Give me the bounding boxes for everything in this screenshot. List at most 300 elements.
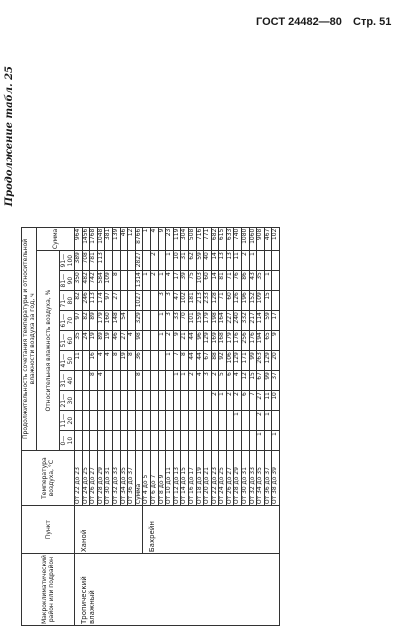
value-cell [82,431,90,451]
value-cell: 8 [112,271,120,291]
value-cell: 19 [90,331,98,351]
value-cell [97,431,105,451]
sum-cell: 1080 [242,227,250,250]
value-cell: 781 [90,251,98,271]
sum-cell: 304 [181,227,189,250]
value-cell: 11 [234,251,242,271]
value-cell [75,431,83,451]
total-value-cell [135,411,143,431]
value-cell: 1 [166,351,174,371]
value-cell [105,411,113,431]
value-cell [204,411,212,431]
value-cell: 168 [219,331,227,351]
value-cell [120,371,128,391]
value-cell [75,411,83,431]
value-cell: 4 [128,331,136,351]
standard-number: ГОСТ 24482—80 [256,16,342,28]
temperature-cell: От 24 до 25 [219,451,227,506]
sum-cell: 1768 [90,227,98,250]
value-cell [105,251,113,271]
header-range-3: 31—40 [60,371,75,391]
value-cell: 13 [219,251,227,271]
value-cell [120,391,128,411]
value-cell [173,411,181,431]
value-cell: 6 [226,371,234,391]
value-cell: 128 [211,291,219,311]
value-cell: 482 [82,271,90,291]
value-cell: 15 [249,371,257,391]
value-cell: 179 [204,311,212,331]
value-cell [196,411,204,431]
value-cell: 2 [234,391,242,411]
value-cell [272,251,280,271]
value-cell [173,431,181,451]
value-cell: 1 [234,411,242,431]
value-cell: 37 [272,371,280,391]
value-cell: 24 [82,331,90,351]
value-cell [150,391,158,411]
table-row [75,227,83,625]
value-cell: 102 [181,291,189,311]
value-cell: 1 [143,271,151,291]
sum-cell: 1456 [82,227,90,250]
value-cell [242,411,250,431]
value-cell [272,411,280,431]
value-cell: 109 [105,271,113,291]
value-cell [226,431,234,451]
temperature-cell: От 4 до 5 [143,451,151,506]
value-cell: 194 [257,331,265,351]
value-cell: 67 [204,351,212,371]
value-cell [150,431,158,451]
value-cell: 171 [242,351,250,371]
table-continuation-label: Продолжение табл. 25 [4,66,15,207]
value-cell: 4 [196,371,204,391]
sum-cell: 46 [120,227,128,250]
value-cell: 213 [196,291,204,311]
value-cell [112,391,120,411]
value-cell [196,431,204,451]
value-cell: 148 [112,311,120,331]
value-cell [158,411,166,431]
total-value-cell: 2827 [135,251,143,271]
value-cell: 1 [219,391,227,411]
value-cell [128,411,136,431]
value-cell: 14 [211,251,219,271]
value-cell: 332 [242,311,250,331]
value-cell [105,371,113,391]
value-cell: 3 [166,311,174,331]
value-cell: 1 [257,431,265,451]
value-cell: 129 [264,351,272,371]
value-cell: 174 [97,291,105,311]
value-cell: 160 [105,311,113,331]
value-cell: 11 [75,351,83,371]
temperature-cell: От 28 до 29 [97,451,105,506]
value-cell [82,411,90,431]
value-cell: 164 [219,311,227,331]
value-cell: 103 [196,271,204,291]
temperature-cell: От 6 до 7 [150,451,158,506]
value-cell: 113 [97,251,105,271]
value-cell [143,391,151,411]
temperature-cell: От 8 до 9 [158,451,166,506]
value-cell: 35 [257,271,265,291]
value-cell [150,411,158,431]
temperature-cell: От 16 до 17 [188,451,196,506]
value-cell: 4 [234,371,242,391]
value-cell [143,291,151,311]
value-cell: 16 [90,351,98,371]
header-range-1: 11—20 [60,411,75,431]
value-cell [143,411,151,431]
value-cell: 2 [188,371,196,391]
value-cell [188,391,196,411]
value-cell: 1 [272,431,280,451]
value-cell: 246 [82,291,90,311]
sum-cell: 381 [105,227,113,250]
sum-cell: 771 [204,227,212,250]
value-cell [181,431,189,451]
value-cell: 10 [173,251,181,271]
value-cell: 2 [150,251,158,271]
point-cell: Ханой [75,506,143,554]
sum-cell: 139 [112,227,120,250]
value-cell: 17 [272,311,280,331]
value-cell [128,391,136,411]
value-cell: 43 [249,271,257,291]
temperature-cell: От 26 до 27 [90,451,98,506]
value-cell: 4 [105,351,113,371]
value-cell: 114 [257,311,265,331]
header-range-5: 51—60 [60,331,75,351]
value-cell [75,371,83,391]
value-cell: 1 [158,271,166,291]
value-cell: 152 [249,291,257,311]
page-header [0,0,409,28]
value-cell: 44 [188,331,196,351]
sum-cell: 1060 [249,227,257,250]
value-cell: 101 [188,311,196,331]
value-cell [173,391,181,411]
header-range-4: 41—50 [60,351,75,371]
value-cell: 1 [181,371,189,391]
temperature-cell: От 10 до 11 [166,451,174,506]
value-cell: 113 [90,291,98,311]
value-cell: 1 [173,371,181,391]
point-cell: Бахрейн [143,506,280,554]
value-cell: 35 [75,331,83,351]
sum-cell: 508 [188,227,196,250]
value-cell [90,411,98,431]
value-cell: 27 [257,391,265,411]
value-cell [120,431,128,451]
header-point: Пункт [22,506,75,554]
total-label: Сумма [135,451,143,506]
header-region: Макроклиматический район или подрайон [22,554,75,626]
temperature-cell: От 36 до 37 [264,451,272,506]
header-range-9: 91—100 [60,251,75,271]
value-cell [105,431,113,451]
value-cell: 13 [226,251,234,271]
value-cell: 59 [196,251,204,271]
value-cell: 5 [219,371,227,391]
value-cell [158,391,166,411]
sum-cell: 9 [158,227,166,250]
value-cell: 40 [204,251,212,271]
value-cell [105,391,113,411]
header-range-7: 71—80 [60,291,75,311]
sum-cell: 23 [166,227,174,250]
value-cell: 179 [226,331,234,351]
value-cell [150,311,158,331]
value-cell: 126 [234,291,242,311]
value-cell [234,431,242,451]
value-cell [150,351,158,371]
value-cell [211,411,219,431]
value-cell: 39 [181,271,189,291]
value-cell: 89 [97,331,105,351]
value-cell: 4 [97,371,105,391]
sum-cell: 633 [226,227,234,250]
value-cell [158,431,166,451]
total-value-cell: 36 [135,351,143,371]
value-cell [112,411,120,431]
header-duration: Продолжительность сочетания температуры и относительной влажности воздуха за год, ч [22,227,37,450]
value-cell: 3 [166,291,174,311]
value-cell [112,251,120,271]
temperature-cell: От 14 до 15 [181,451,189,506]
value-cell: 6 [242,391,250,411]
value-cell [75,391,83,411]
value-cell [143,371,151,391]
value-cell: 3 [204,371,212,391]
value-cell: 350 [75,271,83,291]
value-cell: 129 [234,351,242,371]
value-cell [181,391,189,411]
total-value-cell: 1027 [135,291,143,311]
value-cell: 47 [173,291,181,311]
value-cell: 9 [272,331,280,351]
temperature-cell: От 34 до 35 [120,451,128,506]
value-cell [143,351,151,371]
value-cell: 99 [264,371,272,391]
value-cell [143,311,151,331]
value-cell: 1 [158,331,166,351]
temperature-cell: От 22 до 23 [75,451,83,506]
value-cell: 81 [219,271,227,291]
header-sum: Сумма [37,227,75,250]
value-cell: 8 [128,351,136,371]
value-cell: 97 [75,311,83,331]
header-range-0: 0—10 [60,431,75,451]
temperature-cell: От 18 до 19 [196,451,204,506]
value-cell: 8 [90,371,98,391]
value-cell: 176 [249,331,257,351]
value-cell: 10 [272,391,280,411]
total-value-cell: 98 [135,331,143,351]
value-cell [150,371,158,391]
sum-cell: 964 [75,227,83,250]
value-cell [166,391,174,411]
value-cell [211,431,219,451]
value-cell: 70 [181,311,189,331]
sum-cell: 615 [219,227,227,250]
value-cell: 129 [204,331,212,351]
value-cell: 7 [173,351,181,371]
value-cell: 17 [173,271,181,291]
value-cell: 88 [211,351,219,371]
value-cell [150,331,158,351]
value-cell: 71 [219,291,227,311]
value-cell: 584 [97,271,105,291]
total-value-cell: 1314 [135,271,143,291]
value-cell: 159 [196,311,204,331]
value-cell: 82 [75,291,83,311]
value-cell [112,431,120,451]
temperature-cell: От 36 до 37 [128,451,136,506]
value-cell: 2 [211,391,219,411]
value-cell: 19 [120,351,128,371]
temperature-cell: От 34 до 35 [257,451,265,506]
value-cell: 54 [120,311,128,331]
value-cell: 76 [234,271,242,291]
total-value-cell [135,431,143,451]
value-cell: 196 [242,291,250,311]
value-cell [219,411,227,431]
value-cell: 742 [90,271,98,291]
value-cell [257,251,265,271]
value-cell [242,431,250,451]
sum-cell: 4 [150,227,158,250]
value-cell: 2 [211,371,219,391]
value-cell [120,271,128,291]
value-cell: 2 [150,271,158,291]
temperature-cell: От 32 до 33 [249,451,257,506]
value-cell: 2 [242,251,250,271]
temperature-cell: От 12 до 13 [173,451,181,506]
value-cell: 4 [97,351,105,371]
temperature-cell: От 38 до 39 [272,451,280,506]
region-cell: Тропический влажный [75,554,280,626]
sum-cell: 1048 [97,227,105,250]
value-cell [181,411,189,431]
value-cell: 21 [181,331,189,351]
value-cell: 12 [242,371,250,391]
page-number: Стр. 51 [353,16,392,28]
value-cell: 1 [158,311,166,331]
climate-table [21,227,280,626]
value-cell [112,371,120,391]
value-cell: 82 [82,311,90,331]
value-cell: 233 [204,291,212,311]
value-cell: 4 [166,271,174,291]
header-temperature: Температура воздуха, °С [22,451,75,506]
value-cell [90,391,98,411]
sum-cell: 467 [264,227,272,250]
value-cell: 15 [264,291,272,311]
value-cell: 181 [188,291,196,311]
value-cell: 227 [226,311,234,331]
value-cell: 92 [219,351,227,371]
value-cell: 33 [173,311,181,331]
temperature-cell: От 24 до 25 [82,451,90,506]
value-cell [128,431,136,451]
header-range-2: 21—30 [60,391,75,411]
value-cell [120,251,128,271]
value-cell: 3 [158,291,166,311]
value-cell: 7 [249,391,257,411]
value-cell: 708 [82,251,90,271]
value-cell: 1 [166,251,174,271]
value-cell: 99 [249,351,257,371]
value-cell: 65 [264,331,272,351]
value-cell: 44 [196,351,204,371]
value-cell: 14 [211,271,219,291]
value-cell: 27 [120,331,128,351]
value-cell: 86 [242,271,250,291]
temperature-cell: От 30 до 31 [105,451,113,506]
value-cell [120,291,128,311]
value-cell [188,411,196,431]
value-cell: 2 [257,411,265,431]
value-cell: 217 [249,311,257,331]
value-cell: 59 [264,311,272,331]
total-value-cell: 8 [135,371,143,391]
value-cell [196,391,204,411]
value-cell [166,411,174,431]
value-cell: 256 [242,331,250,351]
table-header [22,227,75,625]
value-cell [158,371,166,391]
temperature-cell: От 32 до 33 [112,451,120,506]
value-cell: 2 [166,331,174,351]
value-cell: 75 [188,271,196,291]
value-cell: 60 [204,271,212,291]
value-cell [150,291,158,311]
temperature-cell: От 26 до 27 [226,451,234,506]
value-cell: 179 [97,311,105,331]
value-cell: 1 [249,251,257,271]
value-cell: 71 [226,271,234,291]
sum-cell: 682 [211,227,219,250]
value-cell [272,271,280,291]
sum-cell: 740 [234,227,242,250]
value-cell: 389 [75,251,83,271]
sum-cell: 1 [143,227,151,250]
temperature-cell: От 28 до 29 [234,451,242,506]
value-cell: 169 [211,331,219,351]
value-cell: 263 [257,351,265,371]
temperature-cell: От 20 до 21 [204,451,212,506]
value-cell: 97 [105,291,113,311]
value-cell: 1 [264,271,272,291]
value-cell [166,431,174,451]
value-cell: 96 [196,331,204,351]
header-range-8: 81—90 [60,271,75,291]
value-cell [143,431,151,451]
value-cell: 44 [188,351,196,371]
value-cell: 20 [272,351,280,371]
value-cell: 27 [112,291,120,311]
value-cell: 2 [226,391,234,411]
value-cell [188,431,196,451]
sum-cell: 716 [196,227,204,250]
value-cell: 8 [112,351,120,371]
value-cell: 60 [226,291,234,311]
table-body [75,227,280,625]
value-cell [143,331,151,351]
